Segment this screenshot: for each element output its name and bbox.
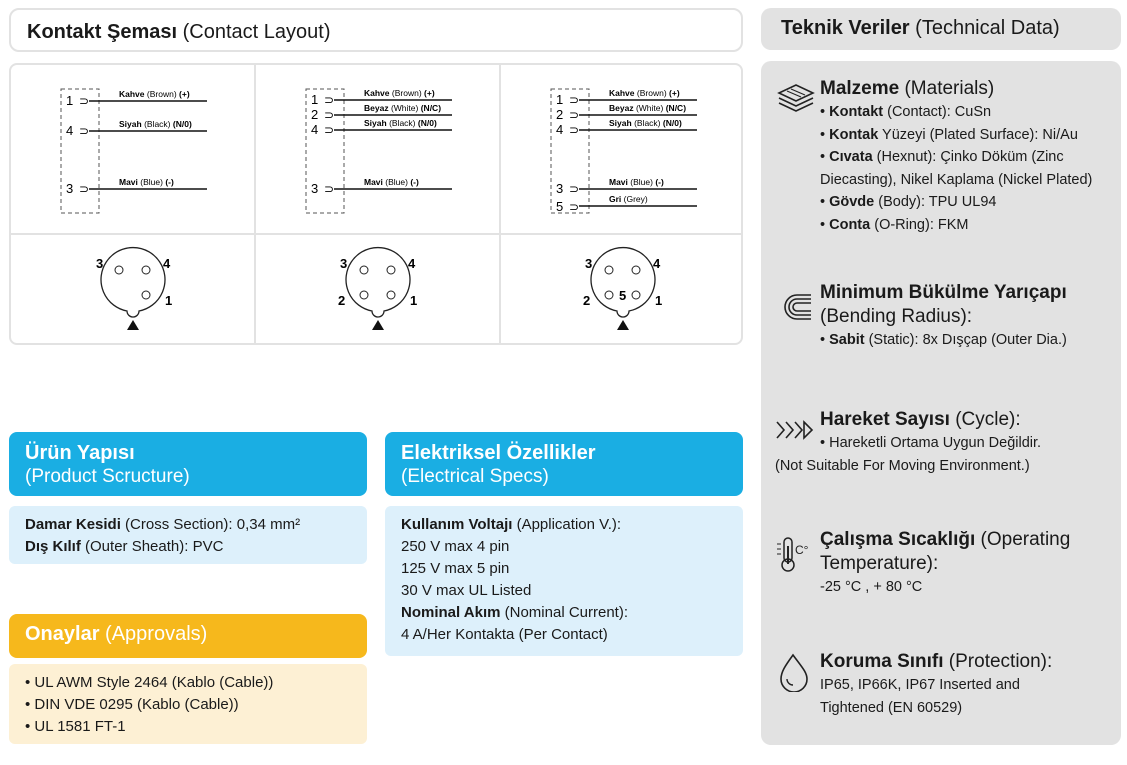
svg-text:⊃: ⊃: [79, 94, 90, 108]
contact-title-en: (Contact Layout): [182, 21, 331, 43]
list-item: • Conta (O-Ring): FKM: [820, 216, 969, 233]
wire-color: Mavi: [609, 177, 628, 187]
temperature-title-en: (Operating Temperature):: [820, 529, 1071, 574]
electrical-specs-header: [385, 432, 743, 496]
cycle-title-en: (Cycle):: [955, 409, 1021, 430]
svg-text:⊃: ⊃: [324, 93, 335, 107]
pin-number: 3: [556, 181, 564, 196]
product-structure-header: [9, 432, 367, 496]
cycle-section: [775, 408, 1115, 477]
svg-text:⊃: ⊃: [569, 123, 580, 137]
temperature-section: [775, 528, 1115, 599]
current-en: (Nominal Current):: [504, 604, 629, 621]
pin-label: 2: [338, 293, 346, 308]
tech-title-tr: Teknik Veriler: [781, 17, 910, 39]
pin-face-4pin-nc: [256, 235, 500, 345]
pin-number: 2: [556, 107, 564, 122]
voltage-en: (Application V.):: [516, 516, 622, 533]
pin-face-4pin: [11, 235, 255, 345]
svg-text:⊃: ⊃: [569, 200, 580, 214]
technical-data-title: [761, 8, 1121, 50]
svg-text:⊃: ⊃: [79, 182, 90, 196]
product-structure-body: [9, 506, 367, 564]
svg-text:⊃: ⊃: [324, 182, 335, 196]
svg-text:Siyah (Black) (N/0): [609, 118, 682, 128]
bending-cable-icon: [775, 285, 817, 325]
list-item: • DIN VDE 0295 (Kablo (Cable)): [25, 696, 239, 713]
pin-number: 1: [311, 92, 319, 107]
svg-text:Kahve (Brown) (+): [364, 88, 435, 98]
cross-section-row: [25, 514, 351, 536]
cross-section-label: Damar Kesidi: [25, 516, 121, 533]
svg-text:⊃: ⊃: [324, 123, 335, 137]
wire-color: Kahve: [609, 88, 635, 98]
key-marker: [372, 320, 384, 330]
voltage-value: 250 V max 4 pin: [401, 538, 510, 555]
current-row: [401, 602, 727, 624]
contact-layout-title: [9, 8, 743, 52]
contact-title-tr: Kontakt Şeması: [27, 21, 178, 43]
svg-text:⊃: ⊃: [569, 182, 580, 196]
wiring-diagram-4pin: [11, 65, 255, 233]
pin-number: 3: [66, 181, 74, 196]
svg-text:Beyaz (White) (N/C): [609, 103, 686, 113]
wire-row: [556, 194, 697, 214]
wire-color-en: (Black): [634, 118, 661, 128]
wire-symbol: (N/0): [172, 119, 192, 129]
materials-section: [775, 77, 1115, 236]
list-item: • UL 1581 FT-1: [25, 718, 126, 735]
wire-color: Mavi: [364, 177, 383, 187]
wire-row: [311, 177, 452, 196]
pin-number: 1: [556, 92, 564, 107]
pin-label: 1: [410, 293, 418, 308]
pin-number: 1: [66, 93, 74, 108]
outer-sheath-label: Dış Kılıf: [25, 538, 81, 555]
cross-section-en: (Cross Section):: [125, 516, 233, 533]
approval-text: UL 1581 FT-1: [34, 718, 126, 735]
wire-symbol: (N/0): [417, 118, 437, 128]
list-item: • Kontak Yüzeyi (Plated Surface): Ni/Au: [820, 126, 1078, 143]
technical-data-panel: [761, 61, 1121, 745]
pin-number: 5: [556, 199, 564, 214]
connector-face-outline: [591, 248, 655, 317]
wire-color: Beyaz: [609, 103, 634, 113]
wire-symbol: (+): [424, 88, 435, 98]
svg-text:Mavi (Blue) (-): [609, 177, 664, 187]
electrical-title-en: (Electrical Specs): [401, 466, 549, 487]
pin-number: 4: [311, 122, 319, 137]
electrical-specs-body: [385, 506, 743, 656]
list-item: • UL AWM Style 2464 (Kablo (Cable)): [25, 674, 274, 691]
pin-number: 4: [66, 123, 74, 138]
wire-color: Siyah: [364, 118, 387, 128]
current-label: Nominal Akım: [401, 604, 501, 621]
pin-label: 4: [408, 256, 416, 271]
connector-face-outline: [346, 248, 410, 317]
approval-text: UL AWM Style 2464 (Kablo (Cable)): [34, 674, 274, 691]
svg-text:Mavi (Blue) (-): [364, 177, 419, 187]
svg-text:⊃: ⊃: [569, 108, 580, 122]
thermometer-icon: [775, 534, 817, 574]
svg-text:Siyah (Black) (N/0): [364, 118, 437, 128]
cycle-line2: (Not Suitable For Moving Environment.): [775, 457, 1030, 474]
cycle-title-tr: Hareket Sayısı: [820, 409, 950, 430]
bending-radius-section: [775, 281, 1115, 352]
wire-color-en: (Blue): [630, 177, 653, 187]
approvals-header: [9, 614, 367, 658]
tech-title-en: (Technical Data): [915, 17, 1060, 39]
wire-symbol: (N/0): [662, 118, 682, 128]
pin-number: 4: [556, 122, 564, 137]
svg-text:⊃: ⊃: [324, 108, 335, 122]
svg-text:Siyah (Black) (N/0): [119, 119, 192, 129]
list-item: • Kontakt (Contact): CuSn: [820, 104, 992, 120]
pin-number: 2: [311, 107, 319, 122]
wire-color-en: (Brown): [636, 88, 667, 98]
wire-color-en: (Brown): [146, 89, 177, 99]
pin-label: 3: [585, 256, 593, 271]
wiring-diagram-5pin: [501, 65, 745, 233]
wire-color: Gri: [609, 194, 622, 204]
materials-title-tr: Malzeme: [820, 78, 900, 99]
current-value: 4 A/Her Kontakta (Per Contact): [401, 626, 608, 643]
approval-text: DIN VDE 0295 (Kablo (Cable)): [34, 696, 239, 713]
pin-label: 1: [165, 293, 173, 308]
bending-title-tr: Minimum Bükülme Yarıçapı: [820, 282, 1067, 303]
materials-title-en: (Materials): [904, 78, 995, 99]
svg-text:Gri (Grey): [609, 194, 648, 204]
outer-sheath-value: PVC: [192, 538, 224, 555]
wire-symbol: (N/C): [420, 103, 442, 113]
approvals-title-en: (Approvals): [105, 623, 208, 645]
product-title-en: (Product Scructure): [25, 466, 190, 487]
wire-symbol: (-): [655, 177, 664, 187]
temperature-title-tr: Çalışma Sıcaklığı: [820, 529, 976, 550]
voltage-value: 30 V max UL Listed: [401, 582, 532, 599]
wire-color-en: (Blue): [385, 177, 408, 187]
cycle-line1: • Hareketli Ortama Uygun Değildir.: [820, 435, 1042, 451]
wire-color: Siyah: [119, 119, 142, 129]
wire-color-en: (White): [635, 103, 664, 113]
wire-color-en: (Grey): [623, 194, 648, 204]
wire-color: Siyah: [609, 118, 632, 128]
product-title-tr: Ürün Yapısı: [25, 442, 135, 464]
wire-color-en: (Black): [144, 119, 171, 129]
pin-label: 4: [653, 256, 661, 271]
svg-text:⊃: ⊃: [79, 124, 90, 138]
wire-color: Mavi: [119, 177, 138, 187]
approvals-body: [9, 664, 367, 744]
pin-label: 1: [655, 293, 663, 308]
pin-label: 3: [96, 256, 104, 271]
wire-color-en: (Black): [389, 118, 416, 128]
protection-title-tr: Koruma Sınıfı: [820, 651, 944, 672]
wire-color-en: (Brown): [391, 88, 422, 98]
svg-text:Beyaz (White) (N/C): [364, 103, 441, 113]
connector-face-outline: [101, 248, 165, 317]
wire-symbol: (-): [165, 177, 174, 187]
voltage-label: Kullanım Voltajı: [401, 516, 513, 533]
wiring-diagram-4pin-nc: [256, 65, 500, 233]
cycle-arrows-icon: [775, 410, 817, 450]
svg-text:⊃: ⊃: [569, 93, 580, 107]
voltage-value: 125 V max 5 pin: [401, 560, 510, 577]
pin-label: 3: [340, 256, 348, 271]
pin-face-5pin: [501, 235, 745, 345]
wire-symbol: (N/C): [665, 103, 687, 113]
protection-section: [775, 650, 1115, 719]
wire-color: Beyaz: [364, 103, 389, 113]
pin-number: 3: [311, 181, 319, 196]
list-item: • Cıvata (Hexnut): Çinko Döküm (Zinc Diecasting), Nikel Kaplama (Nickel Plated): [820, 149, 1093, 188]
wire-symbol: (-): [410, 177, 419, 187]
voltage-row: [401, 514, 727, 536]
water-drop-icon: [775, 652, 817, 692]
key-marker: [617, 320, 629, 330]
bending-title-en: (Bending Radius):: [820, 306, 973, 327]
wire-row: [66, 177, 207, 196]
wire-color-en: (White): [390, 103, 419, 113]
layers-icon: [775, 77, 817, 117]
svg-text:Kahve (Brown) (+): [119, 89, 190, 99]
wire-row: [66, 89, 207, 108]
wire-color: Kahve: [364, 88, 390, 98]
svg-text:Kahve (Brown) (+): [609, 88, 680, 98]
contact-diagram-frame: [9, 63, 743, 345]
wire-color-en: (Blue): [140, 177, 163, 187]
list-item: • Sabit (Static): 8x Dışçap (Outer Dia.): [820, 332, 1067, 348]
pin-label: 2: [583, 293, 591, 308]
key-marker: [127, 320, 139, 330]
wire-symbol: (+): [179, 89, 190, 99]
wire-row: [66, 119, 207, 138]
approvals-title-tr: Onaylar: [25, 623, 100, 645]
wire-symbol: (+): [669, 88, 680, 98]
outer-sheath-row: [25, 536, 351, 558]
protection-value: IP65, IP66K, IP67 Inserted and Tightened (EN 60529): [820, 677, 1020, 716]
protection-title-en: (Protection):: [948, 651, 1053, 672]
pin-label: 5: [619, 288, 627, 303]
svg-text:Mavi (Blue) (-): [119, 177, 174, 187]
pin-label: 4: [163, 256, 171, 271]
list-item: • Gövde (Body): TPU UL94: [820, 194, 997, 210]
temperature-unit: C°: [795, 543, 809, 557]
cross-section-value: 0,34 mm²: [236, 516, 301, 533]
outer-sheath-en: (Outer Sheath):: [85, 538, 189, 555]
wire-color: Kahve: [119, 89, 145, 99]
electrical-title-tr: Elektriksel Özellikler: [401, 442, 596, 464]
temperature-value: -25 °C , + 80 °C: [820, 579, 923, 595]
